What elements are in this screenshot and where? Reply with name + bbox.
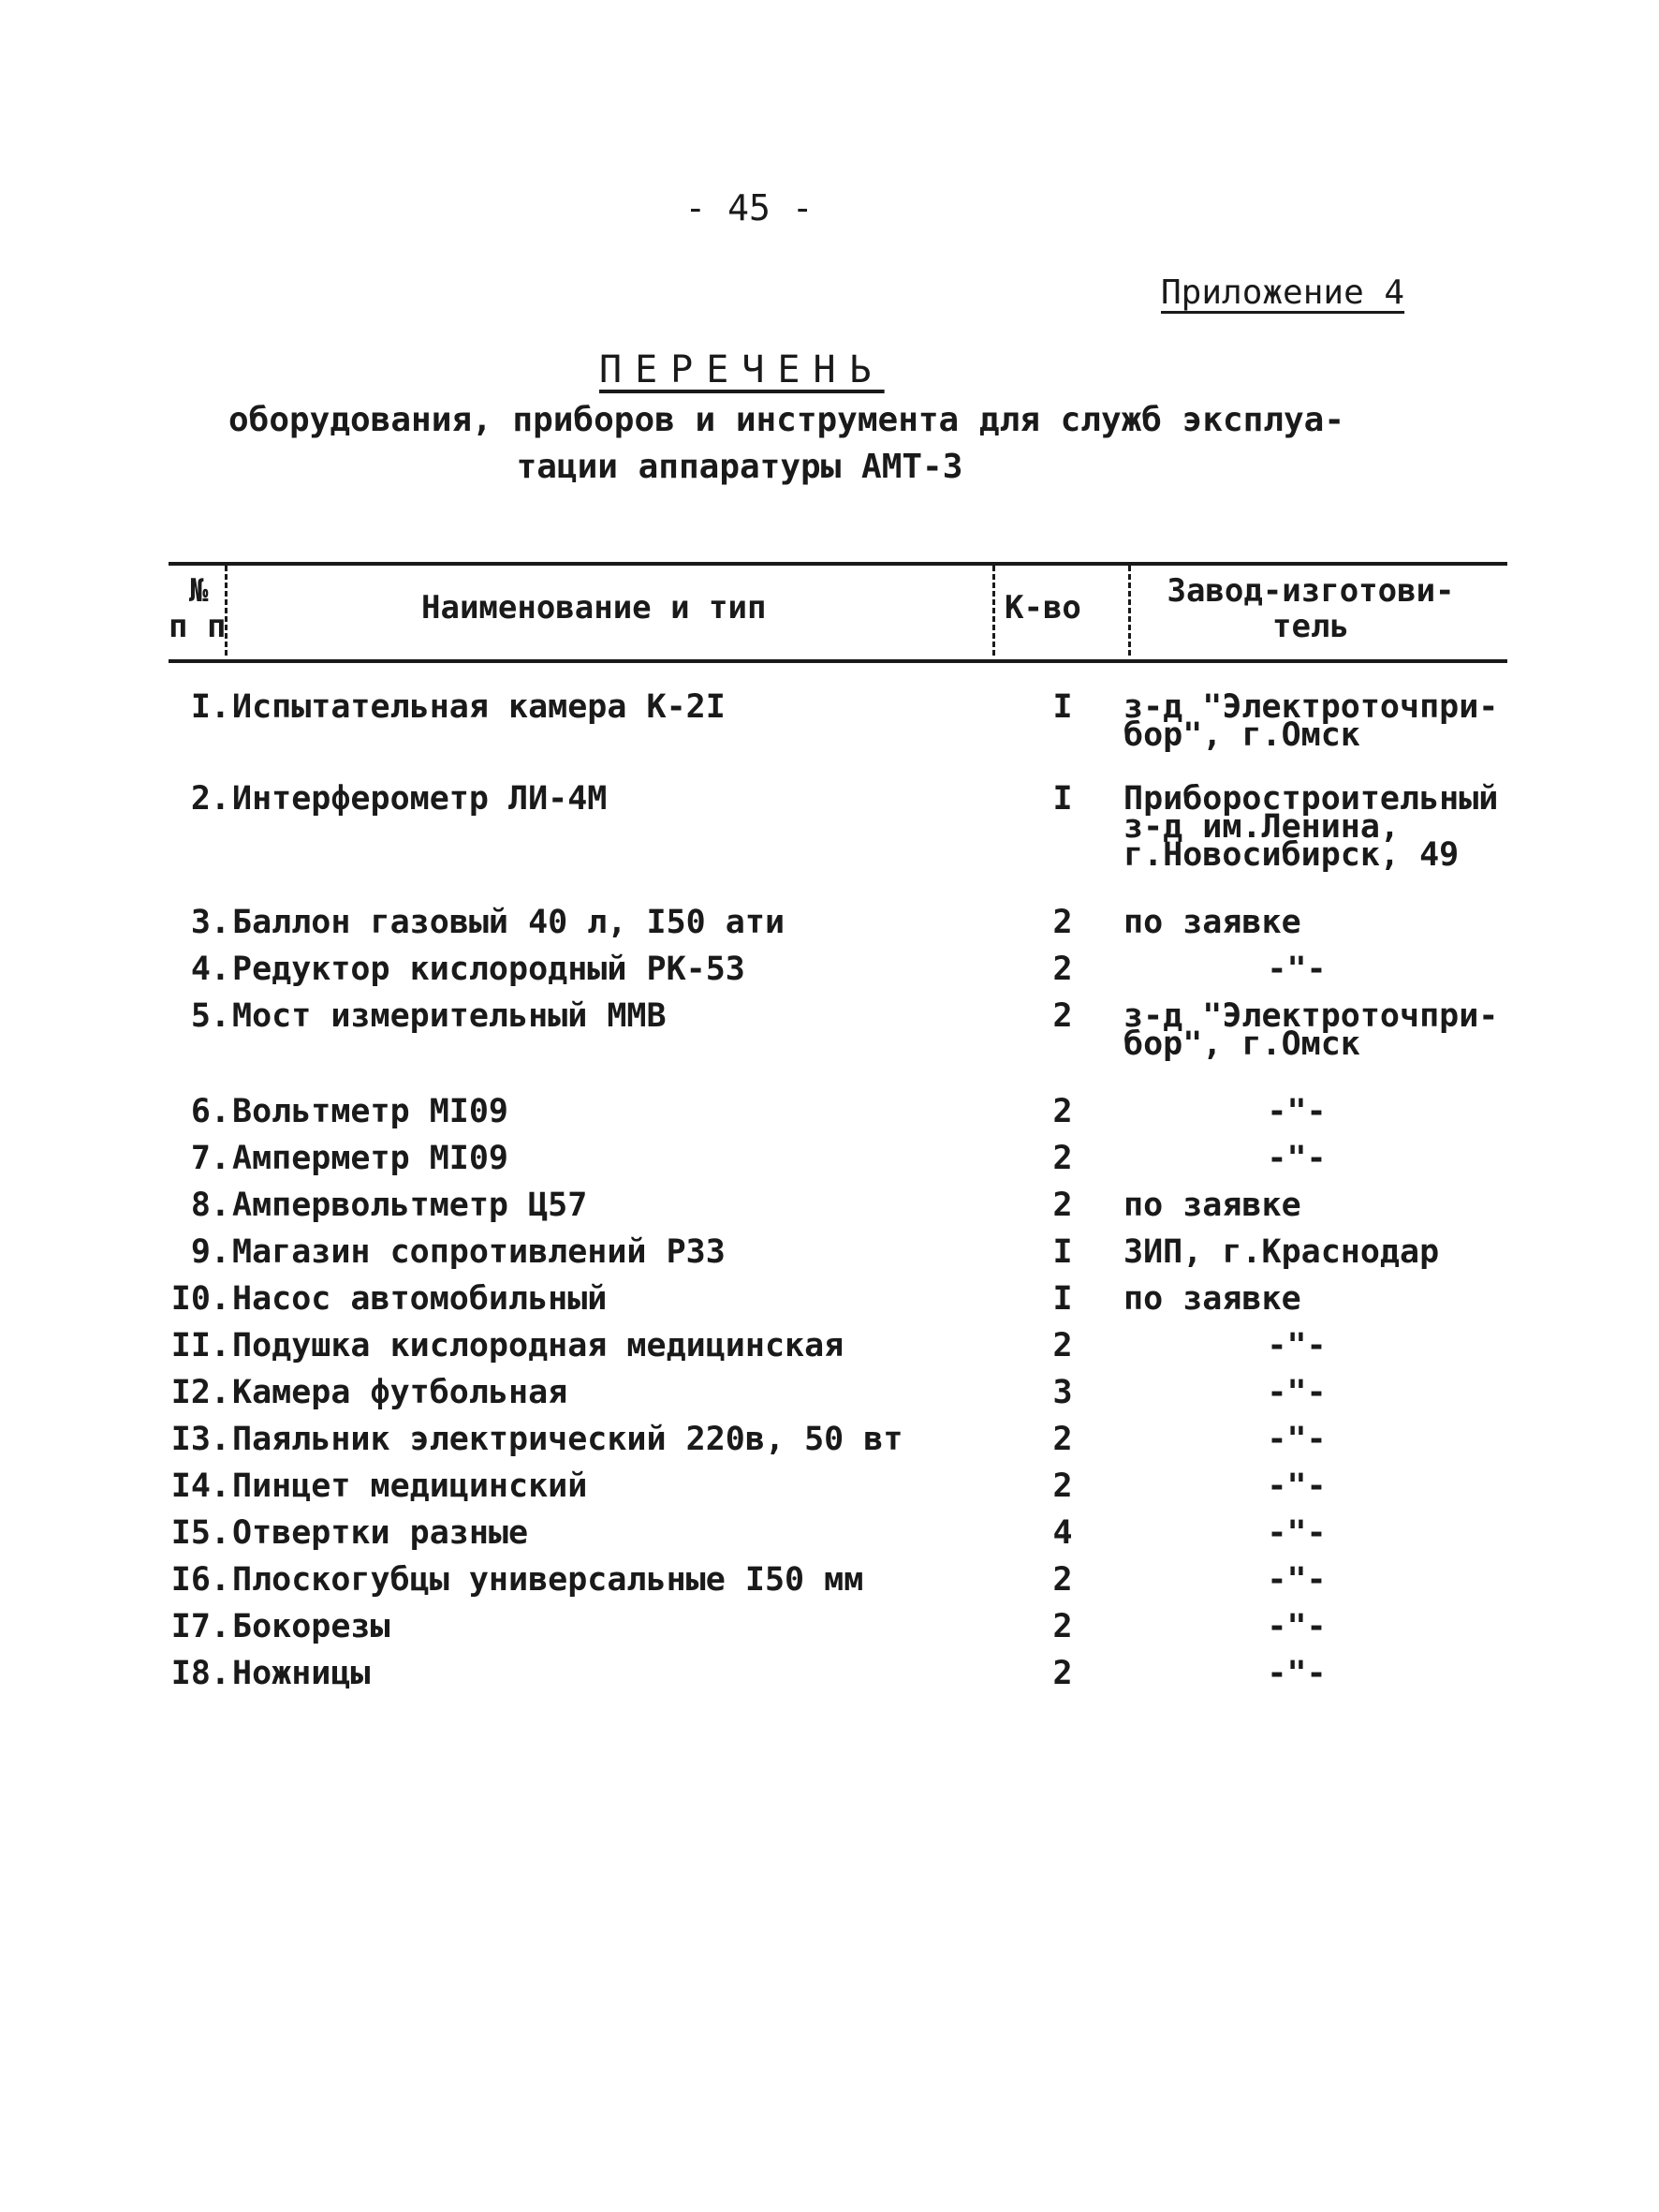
row-manufacturer: -"- xyxy=(1267,1467,1327,1505)
row-manufacturer: -"- xyxy=(1267,1608,1327,1645)
row-manufacturer: з-д "Электроточпри- бор", г.Омск xyxy=(1123,688,1499,754)
row-number: 6. xyxy=(190,1093,230,1130)
row-quantity: 2 xyxy=(1052,951,1073,988)
row-manufacturer: по заявке xyxy=(1123,904,1301,941)
row-number: 9. xyxy=(190,1233,230,1271)
row-number: I0. xyxy=(170,1280,230,1318)
row-item-name: Магазин сопротивлений Р33 xyxy=(232,1233,726,1271)
header-separator xyxy=(1128,566,1131,656)
row-number: I6. xyxy=(170,1561,230,1599)
row-item-name: Мост измерительный ММВ xyxy=(232,997,667,1035)
row-quantity: I xyxy=(1052,1280,1073,1318)
row-manufacturer: -"- xyxy=(1267,1374,1327,1411)
row-manufacturer: ЗИП, г.Краснодар xyxy=(1123,1233,1440,1271)
row-item-name: Вольтметр МI09 xyxy=(232,1093,509,1130)
row-number: 3. xyxy=(190,904,230,941)
row-number: 8. xyxy=(190,1187,230,1224)
row-manufacturer: -"- xyxy=(1267,1561,1327,1599)
row-manufacturer: -"- xyxy=(1267,1421,1327,1458)
row-number: I8. xyxy=(170,1655,230,1692)
row-item-name: Подушка кислородная медицинская xyxy=(232,1327,844,1364)
page-number: - 45 - xyxy=(684,187,814,229)
row-quantity: 2 xyxy=(1052,1093,1073,1130)
row-item-name: Плоскогубцы универсальные I50 мм xyxy=(232,1561,864,1599)
row-item-name: Бокорезы xyxy=(232,1608,390,1645)
row-manufacturer: -"- xyxy=(1267,1655,1327,1692)
row-number: I4. xyxy=(170,1467,230,1505)
row-item-name: Амперметр МI09 xyxy=(232,1140,509,1177)
row-quantity: 2 xyxy=(1052,904,1073,941)
row-manufacturer: -"- xyxy=(1267,1327,1327,1364)
row-quantity: 2 xyxy=(1052,1140,1073,1177)
row-number: I. xyxy=(190,688,230,726)
row-number: I2. xyxy=(170,1374,230,1411)
row-quantity: 2 xyxy=(1052,1327,1073,1364)
row-item-name: Паяльник электрический 220в, 50 вт xyxy=(232,1421,903,1458)
header-quantity: К-во xyxy=(1005,589,1081,627)
row-item-name: Интерферометр ЛИ-4М xyxy=(232,780,608,818)
header-separator xyxy=(992,566,995,656)
row-manufacturer: по заявке xyxy=(1123,1280,1301,1318)
row-number: 5. xyxy=(190,997,230,1035)
row-quantity: 2 xyxy=(1052,1561,1073,1599)
row-item-name: Испытательная камера К-2I xyxy=(232,688,726,726)
row-quantity: 2 xyxy=(1052,1655,1073,1692)
header-manufacturer-line-2: тель xyxy=(1272,608,1349,645)
row-manufacturer: по заявке xyxy=(1123,1187,1301,1224)
row-item-name: Отвертки разные xyxy=(232,1514,529,1552)
row-quantity: I xyxy=(1052,688,1073,726)
row-number: 4. xyxy=(190,951,230,988)
row-number: I7. xyxy=(170,1608,230,1645)
row-item-name: Ножницы xyxy=(232,1655,371,1692)
row-item-name: Ампервольтметр Ц57 xyxy=(232,1187,588,1224)
row-manufacturer: -"- xyxy=(1267,1514,1327,1552)
row-quantity: 4 xyxy=(1052,1514,1073,1552)
header-manufacturer xyxy=(1156,573,1465,644)
row-quantity: 2 xyxy=(1052,997,1073,1035)
header-number-pp: п п xyxy=(169,608,227,645)
row-manufacturer: Приборостроительный з-д им.Ленина, г.Новосибирск, 49 xyxy=(1123,780,1499,874)
row-item-name: Пинцет медицинский xyxy=(232,1467,588,1505)
row-number: II. xyxy=(170,1327,230,1364)
header-manufacturer-line-1: Завод-изготови- xyxy=(1167,572,1455,610)
row-manufacturer: -"- xyxy=(1267,1093,1327,1130)
row-quantity: 3 xyxy=(1052,1374,1073,1411)
row-number: 7. xyxy=(190,1140,230,1177)
table-top-rule xyxy=(169,562,1507,566)
row-number: I3. xyxy=(170,1421,230,1458)
row-number: 2. xyxy=(190,780,230,818)
row-manufacturer: з-д "Электроточпри- бор", г.Омск xyxy=(1123,997,1499,1063)
row-manufacturer: -"- xyxy=(1267,951,1327,988)
row-item-name: Насос автомобильный xyxy=(232,1280,608,1318)
document-title: ПЕРЕЧЕНЬ xyxy=(599,348,885,391)
appendix-label: Приложение 4 xyxy=(1161,273,1405,312)
row-item-name: Редуктор кислородный РК-53 xyxy=(232,951,745,988)
row-quantity: I xyxy=(1052,780,1073,818)
row-quantity: 2 xyxy=(1052,1608,1073,1645)
row-quantity: 2 xyxy=(1052,1187,1073,1224)
subtitle-line-1: оборудования, приборов и инструмента для служб эксплуа- xyxy=(228,401,1345,439)
header-name: Наименование и тип xyxy=(421,589,767,627)
subtitle-line-2: тации аппаратуры АМТ-3 xyxy=(516,448,963,486)
row-number: I5. xyxy=(170,1514,230,1552)
row-quantity: 2 xyxy=(1052,1467,1073,1505)
row-item-name: Камера футбольная xyxy=(232,1374,568,1411)
row-quantity: 2 xyxy=(1052,1421,1073,1458)
row-quantity: I xyxy=(1052,1233,1073,1271)
header-separator xyxy=(225,566,228,656)
header-number-sign: № xyxy=(189,572,209,610)
row-manufacturer: -"- xyxy=(1267,1140,1327,1177)
row-item-name: Баллон газовый 40 л, I50 ати xyxy=(232,904,785,941)
table-header-bottom-rule xyxy=(169,659,1507,663)
